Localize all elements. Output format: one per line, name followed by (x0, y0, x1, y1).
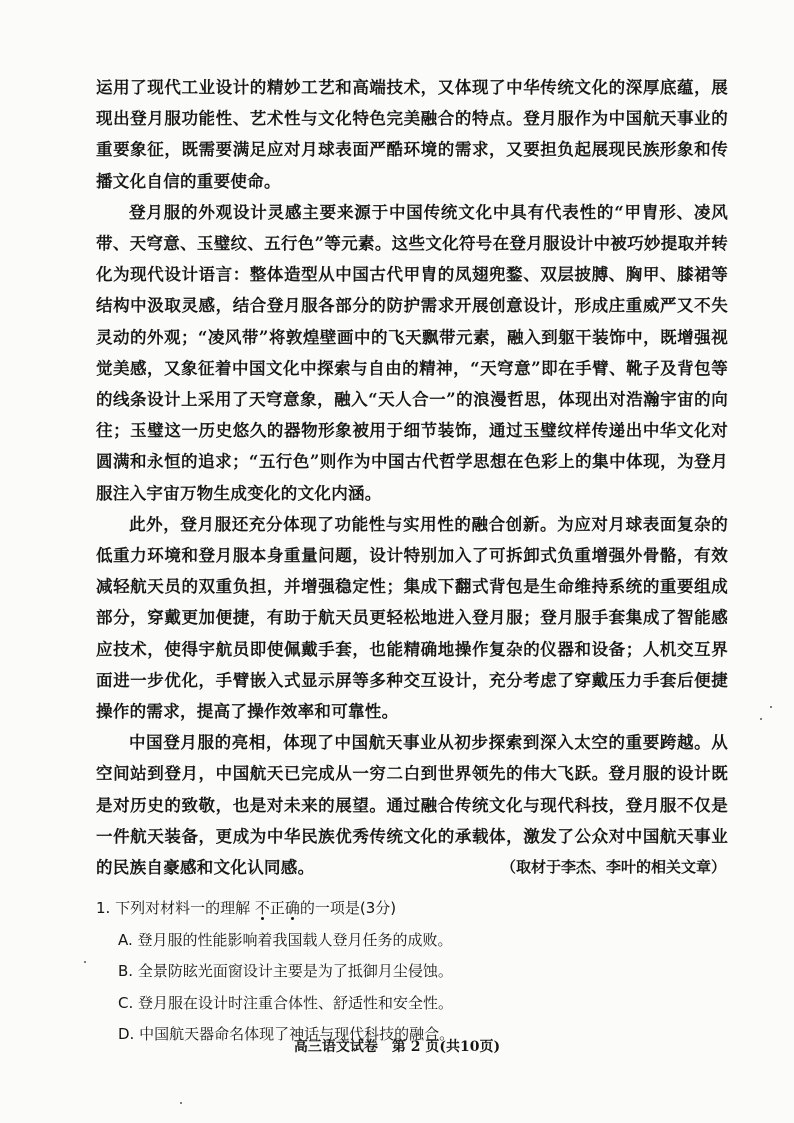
passage-source: （取材于李杰、李叶的相关文章） (500, 858, 726, 876)
option-a[interactable]: A. 登月服的性能影响着我国载人登月任务的成败。 (118, 930, 453, 949)
reading-passage (96, 72, 728, 883)
option-d[interactable]: D. 中国航天器命名体现了神话与现代科技的融合。 (118, 1025, 455, 1043)
passage-paragraph-1: 运用了现代工业设计的精妙工艺和高端技术，又体现了中华传统文化的深厚底蕴，展现出登月服功能性、艺术性与文化特色完美融合的特点。登月服作为中国航天事业的重要象征，既需要满足应对月球表面严酷环境的需求，又要担负起展现民族形象和传播文化自信的重要使命。 (96, 78, 728, 191)
scan-speck (760, 718, 762, 720)
page-footer: 高三语文试卷 第 2 页(共10页) (293, 1039, 501, 1055)
emphasis-char-1: 不 (254, 899, 270, 917)
scan-speck (770, 706, 772, 708)
scan-speck (180, 1102, 182, 1104)
passage-paragraph-4: 中国登月服的亮相，体现了中国航天事业从初步探索到深入太空的重要跨越。从空间站到登月，中国航天已完成从一穷二白到世界领先的伟大飞跃。登月服的设计既是对历史的致敬，也是对未来的展望。通过融合传统文化与现代科技，登月服不仅是一件航天装备，更成为中华民族优秀传统文化的承载体，激发了公众对中国航天事业的民族自豪感和文化认同感。 (96, 733, 728, 878)
option-c[interactable]: C. 登月服在设计时注重合体性、舒适性和安全性。 (118, 993, 454, 1012)
question-stem-mid: 正 (269, 899, 285, 917)
question-stem-suffix: 的一项是(3分) (299, 899, 397, 917)
emphasis-char-2: 确 (284, 899, 300, 917)
passage-paragraph-3: 此外，登月服还充分体现了功能性与实用性的融合创新。为应对月球表面复杂的低重力环境和登月服本身重量问题，设计特别加入了可拆卸式负重增强外骨骼，有效减轻航天员的双重负担，并增强稳定性；集成下翻式背包是生命维持系统的重要组成部分，穿戴更加便捷，有助于航天员更轻松地进入登月服；登月服手套集成了智能感应技术，使得宇航员即使佩戴手套，也能精确地操作复杂的仪器和设备；人机交互界面进一步优化，手臂嵌入式显示屏等多种交互设计，充分考虑了穿戴压力手套后便捷操作的需求，提高了操作效率和可靠性。 (96, 514, 728, 722)
question-1 (96, 893, 726, 1051)
question-stem (96, 893, 726, 925)
option-b[interactable]: B. 全景防眩光面窗设计主要是为了抵御月尘侵蚀。 (118, 962, 453, 980)
question-stem-prefix: 1. 下列对材料一的理解 (96, 899, 255, 917)
scan-speck (84, 961, 86, 963)
passage-paragraph-2: 登月服的外观设计灵感主要来源于中国传统文化中具有代表性的“甲胄形、凌风带、天穹意、玉璧纹、五行色”等元素。这些文化符号在登月服设计中被巧妙提取并转化为现代设计语言：整体造型从中国古代甲胄的凤翅兜鍪、双层披膊、胸甲、膝裙等结构中汲取灵感，结合登月服各部分的防护需求开展创意设计，形成庄重威严又不失灵动的外观；“凌风带”将敦煌壁画中的飞天飘带元素，融入到躯干装饰中，既增强视觉美感，又象征着中国文化中探索与自由的精神，“天穹意”即在手臂、靴子及背包等的线条设计上采用了天穹意象，融入“天人合一”的浪漫哲思，体现出对浩瀚宇宙的向往；玉璧这一历史悠久的器物形象被用于细节装饰，通过玉璧纹样传递出中华文化对圆满和永恒的追求；“五行色”则作为中国古代哲学思想在色彩上的集中体现，为登月服注入宇宙万物生成变化的文化内涵。 (96, 202, 728, 503)
